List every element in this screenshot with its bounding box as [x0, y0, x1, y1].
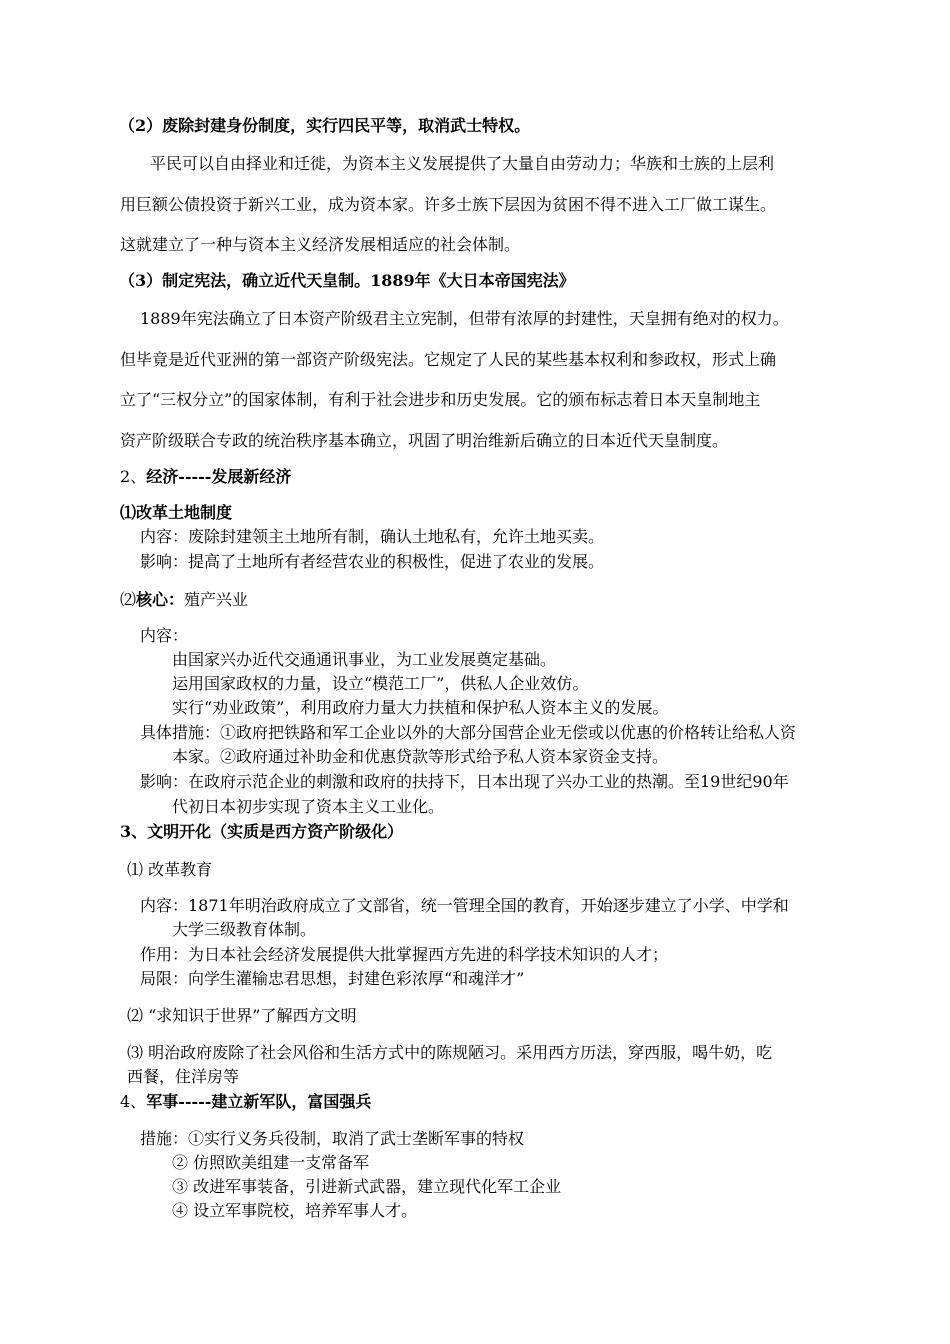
list-item: 运用国家政权的力量，设立“模范工厂”，供私人企业效仿。: [172, 674, 589, 693]
customs-reform: ⑶ 明治政府废除了社会风俗和生活方式中的陈规陋习。采用西方历法，穿西服，喝牛奶，吃: [127, 1043, 773, 1062]
list-item: 实行“劝业政策”，利用政府力量大力扶植和保护私人资本主义的发展。: [172, 698, 669, 717]
heading-military: [120, 1092, 371, 1112]
heading-economy: [120, 467, 291, 487]
knowledge-from-world: ⑵ “求知识于世界”了解西方文明: [127, 1006, 357, 1025]
section-title: 军事-----建立新军队，富国强兵: [146, 1092, 372, 1111]
military-measure: ② 仿照欧美组建一支常备军: [172, 1153, 370, 1172]
heading-civilization: 3、文明开化（实质是西方资产阶级化）: [120, 822, 404, 841]
paragraph-line: 平民可以自由择业和迁徙，为资本主义发展提供了大量自由劳动力；华族和士族的上层利: [150, 154, 775, 173]
customs-reform-cont: 西餐，住洋房等: [127, 1067, 240, 1086]
heading-abolish-feudal-status: （2）废除封建身份制度，实行四民平等，取消武士特权。: [119, 116, 531, 135]
subsection-title-rest: 殖产兴业: [184, 590, 249, 609]
section-number: 2、: [120, 467, 147, 486]
paragraph-line: 用巨额公债投资于新兴工业，成为资本家。许多士族下层因为贫困不得不进入工厂做工谋生。: [120, 195, 777, 214]
industry-effect-cont: 代初日本初步实现了资本主义工业化。: [172, 797, 445, 816]
subsection-title: 核心：: [136, 590, 185, 609]
industry-measures-cont: 本家。②政府通过补助金和优惠贷款等形式给予私人资本家资金支持。: [172, 747, 669, 766]
heading-education-reform: ⑴ 改革教育: [127, 860, 213, 879]
military-measure: 措施：①实行义务兵役制，取消了武士垄断军事的特权: [140, 1129, 525, 1148]
paragraph-line: 1889年宪法确立了日本资产阶级君主立宪制，但带有浓厚的封建性，天皇拥有绝对的权力。: [140, 309, 789, 328]
education-role: 作用：为日本社会经济发展提供大批掌握西方先进的科学技术知识的人才；: [140, 945, 669, 964]
military-measure: ③ 改进军事装备，引进新式武器，建立现代化军工企业: [172, 1177, 562, 1196]
heading-land-reform: ⑴改革土地制度: [120, 503, 233, 522]
list-item: 由国家兴办近代交通通讯事业，为工业发展奠定基础。: [172, 650, 557, 669]
section-title: 经济-----发展新经济: [146, 467, 292, 486]
industry-effect: 影响：在政府示范企业的刺激和政府的扶持下，日本出现了兴办工业的热潮。至19世纪90年: [140, 772, 789, 791]
subsection-number: ⑵: [120, 590, 137, 609]
education-content: 内容：1871年明治政府成立了文部省，统一管理全国的教育，开始逐步建立了小学、中学和: [140, 896, 789, 915]
industry-content-label: 内容：: [140, 626, 189, 645]
land-reform-content: 内容：废除封建领主土地所有制，确认土地私有，允许土地买卖。: [140, 527, 605, 546]
paragraph-line: 立了“三权分立”的国家体制，有利于社会进步和历史发展。它的颁布标志着日本天皇制地主: [120, 390, 761, 409]
section-number: 4、: [120, 1092, 147, 1111]
heading-constitution: （3）制定宪法，确立近代天皇制。1889年《大日本帝国宪法》: [119, 271, 575, 290]
military-measure: ④ 设立军事院校，培养军事人才。: [172, 1201, 418, 1220]
education-content-cont: 大学三级教育体制。: [172, 920, 317, 939]
paragraph-line: 这就建立了一种与资本主义经济发展相适应的社会体制。: [120, 235, 521, 254]
education-limit: 局限：向学生灌输忠君思想，封建色彩浓厚“和魂洋才”: [140, 969, 525, 988]
heading-industry: [120, 590, 248, 610]
paragraph-line: 资产阶级联合专政的统治秩序基本确立，巩固了明治维新后确立的日本近代天皇制度。: [120, 431, 729, 450]
paragraph-line: 但毕竟是近代亚洲的第一部资产阶级宪法。它规定了人民的某些基本权利和参政权，形式上确: [120, 350, 777, 369]
industry-measures: 具体措施：①政府把铁路和军工企业以外的大部分国营企业无偿或以优惠的价格转让给私人资: [140, 723, 797, 742]
land-reform-effect: 影响：提高了土地所有者经营农业的积极性，促进了农业的发展。: [140, 552, 605, 571]
